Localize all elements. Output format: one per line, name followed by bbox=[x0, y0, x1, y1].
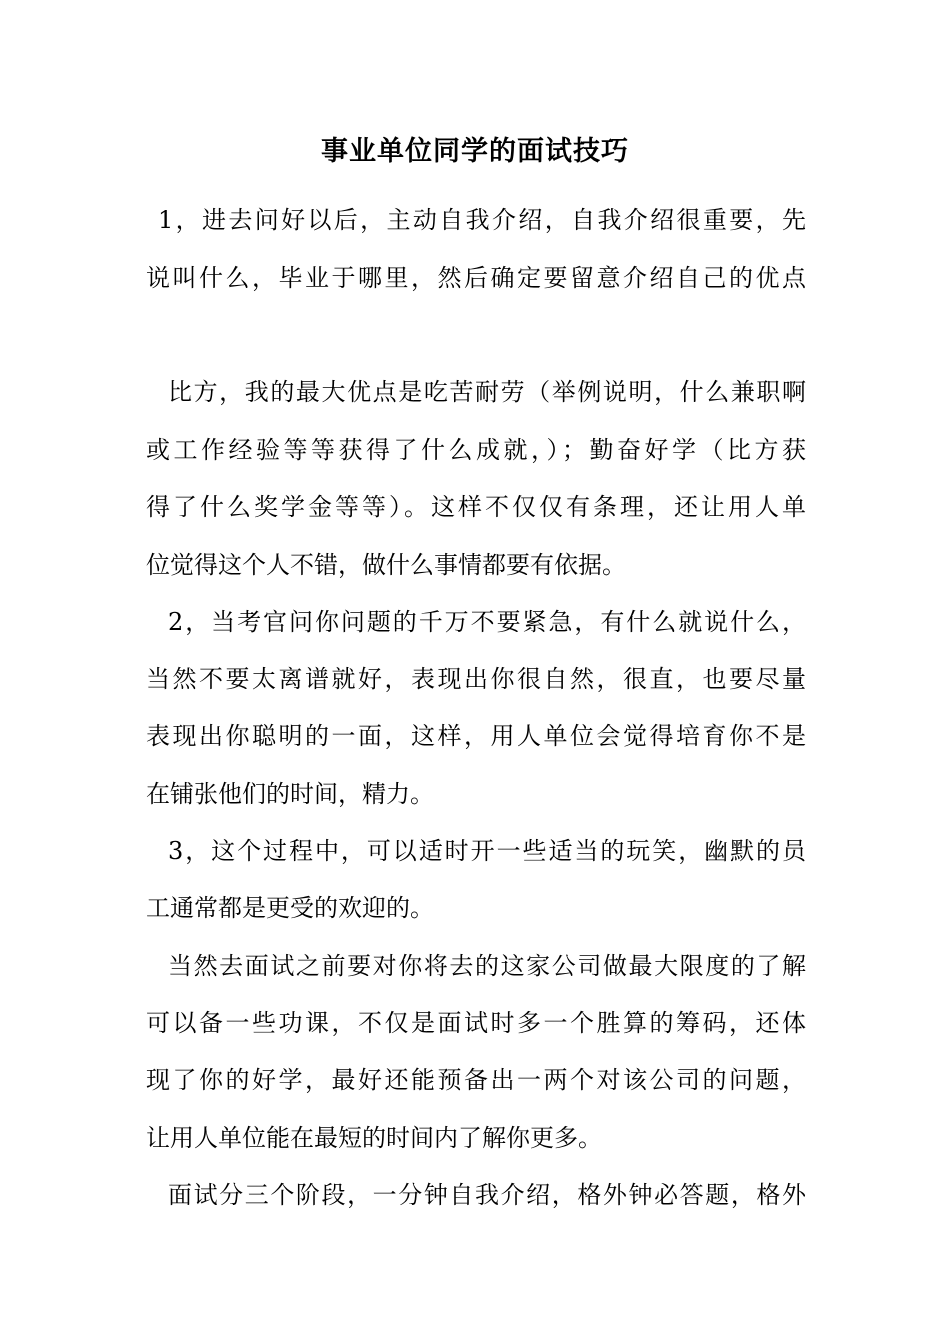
paragraph-3-line-1: 2，当考官问你问题的千万不要紧急，有什么就说什么， bbox=[168, 608, 806, 636]
paragraph-3-line-2: 当然不要太离谱就好，表现出你很自然，很直，也要尽量 bbox=[146, 665, 806, 693]
paragraph-5-line-1: 当然去面试之前要对你将去的这家公司做最大限度的了解 bbox=[168, 952, 806, 980]
paragraph-2-line-3: 得了什么奖学金等等）。这样不仅仅有条理，还让用人单 bbox=[146, 493, 806, 521]
paragraph-4-line-2: 工通常都是更受的欢迎的。 bbox=[146, 894, 434, 922]
paragraph-5-line-4: 让用人单位能在最短的时间内了解你更多。 bbox=[146, 1124, 602, 1152]
paragraph-4-line-1: 3，这个过程中，可以适时开一些适当的玩笑，幽默的员 bbox=[168, 837, 806, 865]
paragraph-3-line-3: 表现出你聪明的一面，这样，用人单位会觉得培育你不是 bbox=[146, 722, 806, 750]
paragraph-5-line-3: 现了你的好学，最好还能预备出一两个对该公司的问题， bbox=[146, 1066, 806, 1094]
paragraph-1-line-2: 说叫什么，毕业于哪里，然后确定要留意介绍自己的优点 bbox=[146, 264, 806, 292]
paragraph-6-line-1: 面试分三个阶段，一分钟自我介绍，格外钟必答题，格外 bbox=[168, 1181, 806, 1209]
paragraph-2-line-4: 位觉得这个人不错，做什么事情都要有依据。 bbox=[146, 551, 626, 579]
paragraph-3-line-4: 在铺张他们的时间，精力。 bbox=[146, 780, 434, 808]
paragraph-2-line-1: 比方，我的最大优点是吃苦耐劳（举例说明，什么兼职啊 bbox=[168, 378, 806, 406]
paragraph-2-line-2: 或工作经验等等获得了什么成就，）；勤奋好学（比方获 bbox=[146, 436, 806, 464]
document-title: 事业单位同学的面试技巧 bbox=[321, 136, 629, 167]
paragraph-1-line-1: 1，进去问好以后，主动自我介绍，自我介绍很重要，先 bbox=[158, 206, 806, 234]
paragraph-5-line-2: 可以备一些功课，不仅是面试时多一个胜算的筹码，还体 bbox=[146, 1009, 806, 1037]
